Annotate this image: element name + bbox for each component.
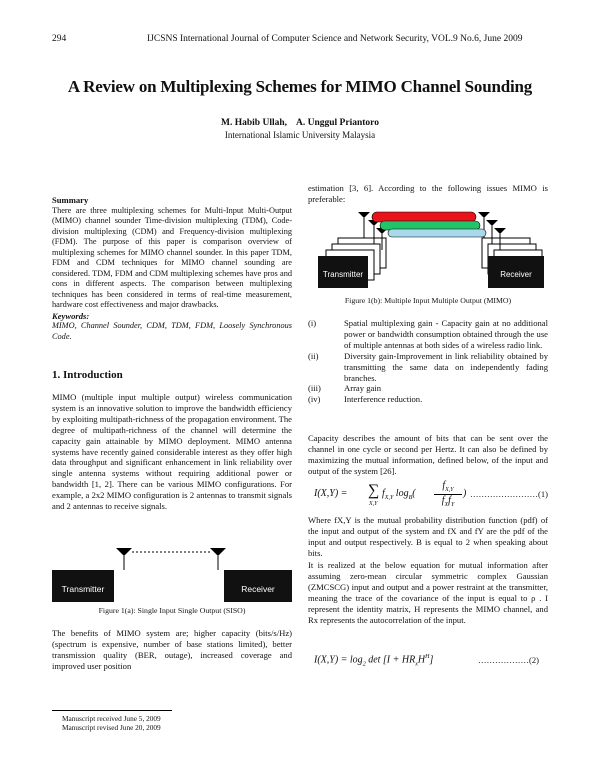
tx-stack xyxy=(318,238,386,288)
equation-1: I(X,Y) = ∑ X,Y $f_{X,Y}$ $\log_B$( $f_{X,Y}$ $f_Xf_Y$ ) ……………………(1) xyxy=(314,480,548,508)
list-text: Array gain xyxy=(344,383,381,394)
list-text: Interference reduction. xyxy=(344,394,423,405)
intro-para-1: MIMO (multiple input multiple output) wireless communication system is an innovative solution to improve the bandwidth efficiency by exploiting multipath-richness of the propagation environment. The degree of multipath-richness of the channel will determine the capacity gain attainable by MIMO deployment. MIMO antenna systems have recently gained considerable interest as they offer high data throughput and significant enhancement in link reliability over single antenna systems without requiring additional power or bandwidth [1, 2]. There can be various MIMO configurations. For example, a 2x2 MIMO configuration is 2 antennas to transmit signals and 2 antennas to receive signals. xyxy=(52,392,292,512)
affiliation: International Islamic University Malaysia xyxy=(224,130,376,140)
where-para: Where fX,Y is the mutual probability distribution function (pdf) of the input and output of the system and fX and fY are the pdf of the input and output respectively. B is equal to 2 when speaking about bits. xyxy=(308,515,548,558)
intro-heading: 1. Introduction xyxy=(52,369,123,381)
equation-2: $I(X,Y) = \log_2 \det [I + HR_xH^H]$ ………………(2) xyxy=(314,654,539,668)
list-num: (i) xyxy=(308,318,317,328)
tx-label: Transmitter xyxy=(322,270,364,279)
right-para-top: estimation [3, 6]. According to the following issues MIMO is preferable: xyxy=(308,183,548,204)
eq1-tag: ……………………(1) xyxy=(470,489,548,499)
footnote xyxy=(62,714,161,732)
list-num: (ii) xyxy=(308,350,319,361)
realized-para: It is realized at the below equation for mutual information after assuming zero-mean circular symmetric complex Gaussian (ZMCSCG) input and output and a power restraint at the transmitter, meaning the trace of the covariance of the input is equal to ρ . I represent the identity matrix, H represents the MIMO channel, and Rx represents the autocorrelation of the input. xyxy=(308,560,548,625)
rx-stack xyxy=(482,238,544,288)
list-item xyxy=(308,394,548,405)
list-text: Spatial multiplexing gain - Capacity gain at no additional power or bandwidth consumption obtained through the use of multiple antennas at both sides of a wireless radio link. xyxy=(344,318,548,350)
list-item xyxy=(308,351,548,384)
intro-para-2: The benefits of MIMO system are; higher capacity (bits/s/Hz) (spectrum is expensive, number of base stations limited), better transmission quality (BER, outage), increased coverage and improved user position xyxy=(52,628,292,671)
tx-label: Transmitter xyxy=(61,584,105,594)
keywords-text: MIMO, Channel Sounder, CDM, TDM, FDM, Loosely Synchronous Code. xyxy=(52,321,292,341)
manuscript-received: Manuscript received June 5, 2009 xyxy=(62,714,161,723)
footnote-rule xyxy=(52,710,172,711)
tx-antenna-icon xyxy=(116,548,132,556)
fig1b-caption: Figure 1(b): Multiple Input Multiple Output (MIMO) xyxy=(344,296,512,305)
list-item xyxy=(308,318,548,351)
siso-diagram xyxy=(52,544,292,602)
rx-label: Receiver xyxy=(500,270,532,279)
paper-title: A Review on Multiplexing Schemes for MIMO Channel Sounding xyxy=(67,77,533,96)
left-column xyxy=(52,195,292,342)
list-item xyxy=(308,383,548,394)
rx-label: Receiver xyxy=(241,584,275,594)
list-num: (iii) xyxy=(308,383,321,394)
fig1a-caption: Figure 1(a): Single Input Single Output (SISO) xyxy=(98,606,246,615)
authors: M. Habib Ullah, A. Unggul Priantoro xyxy=(221,118,379,128)
summary-text: There are three multiplexing schemes for Multi-Input Multi-Output (MIMO) channel sounder Time-division multiplexing (TDM), Code-division multiplexing (CDM) and Frequency-division multiplexing (FDM). The purpose of this paper is comparison overview of multiplexing schemes for MIMO channel sounder. In this paper TDM, FDM and CDM techniques for MIMO channel sounding are considered. TDM, FDM and CDM multiplexing schemes have pros and cons in different aspects. The comparison between multiplexing techniques has been considered in terms of real-time measurement, hardware cost effectiveness and major drawbacks. xyxy=(52,205,292,309)
page-number: 294 xyxy=(52,34,67,44)
capacity-para: Capacity describes the amount of bits that can be sent over the channel in one cycle or second per Hertz. It can also be defined by maximizing the mutual information, defined below, of the input and output of the system [26]. xyxy=(308,433,548,476)
manuscript-revised: Manuscript revised June 20, 2009 xyxy=(62,723,161,732)
eq2-tag: ………………(2) xyxy=(478,655,539,665)
list-num: (iv) xyxy=(308,394,321,405)
rx-antenna-icon xyxy=(210,548,226,556)
summary-heading: Summary xyxy=(52,195,89,205)
journal-header: IJCSNS International Journal of Computer Science and Network Security, VOL.9 No.6, June 2009 xyxy=(147,34,523,44)
benefits-list xyxy=(308,318,548,405)
list-text: Diversity gain-Improvement in link reliability obtained by transmitting the same data on independently fading branches. xyxy=(344,350,548,383)
keywords-heading: Keywords: xyxy=(52,310,90,321)
mimo-channels xyxy=(372,212,486,237)
mimo-diagram xyxy=(318,208,548,290)
